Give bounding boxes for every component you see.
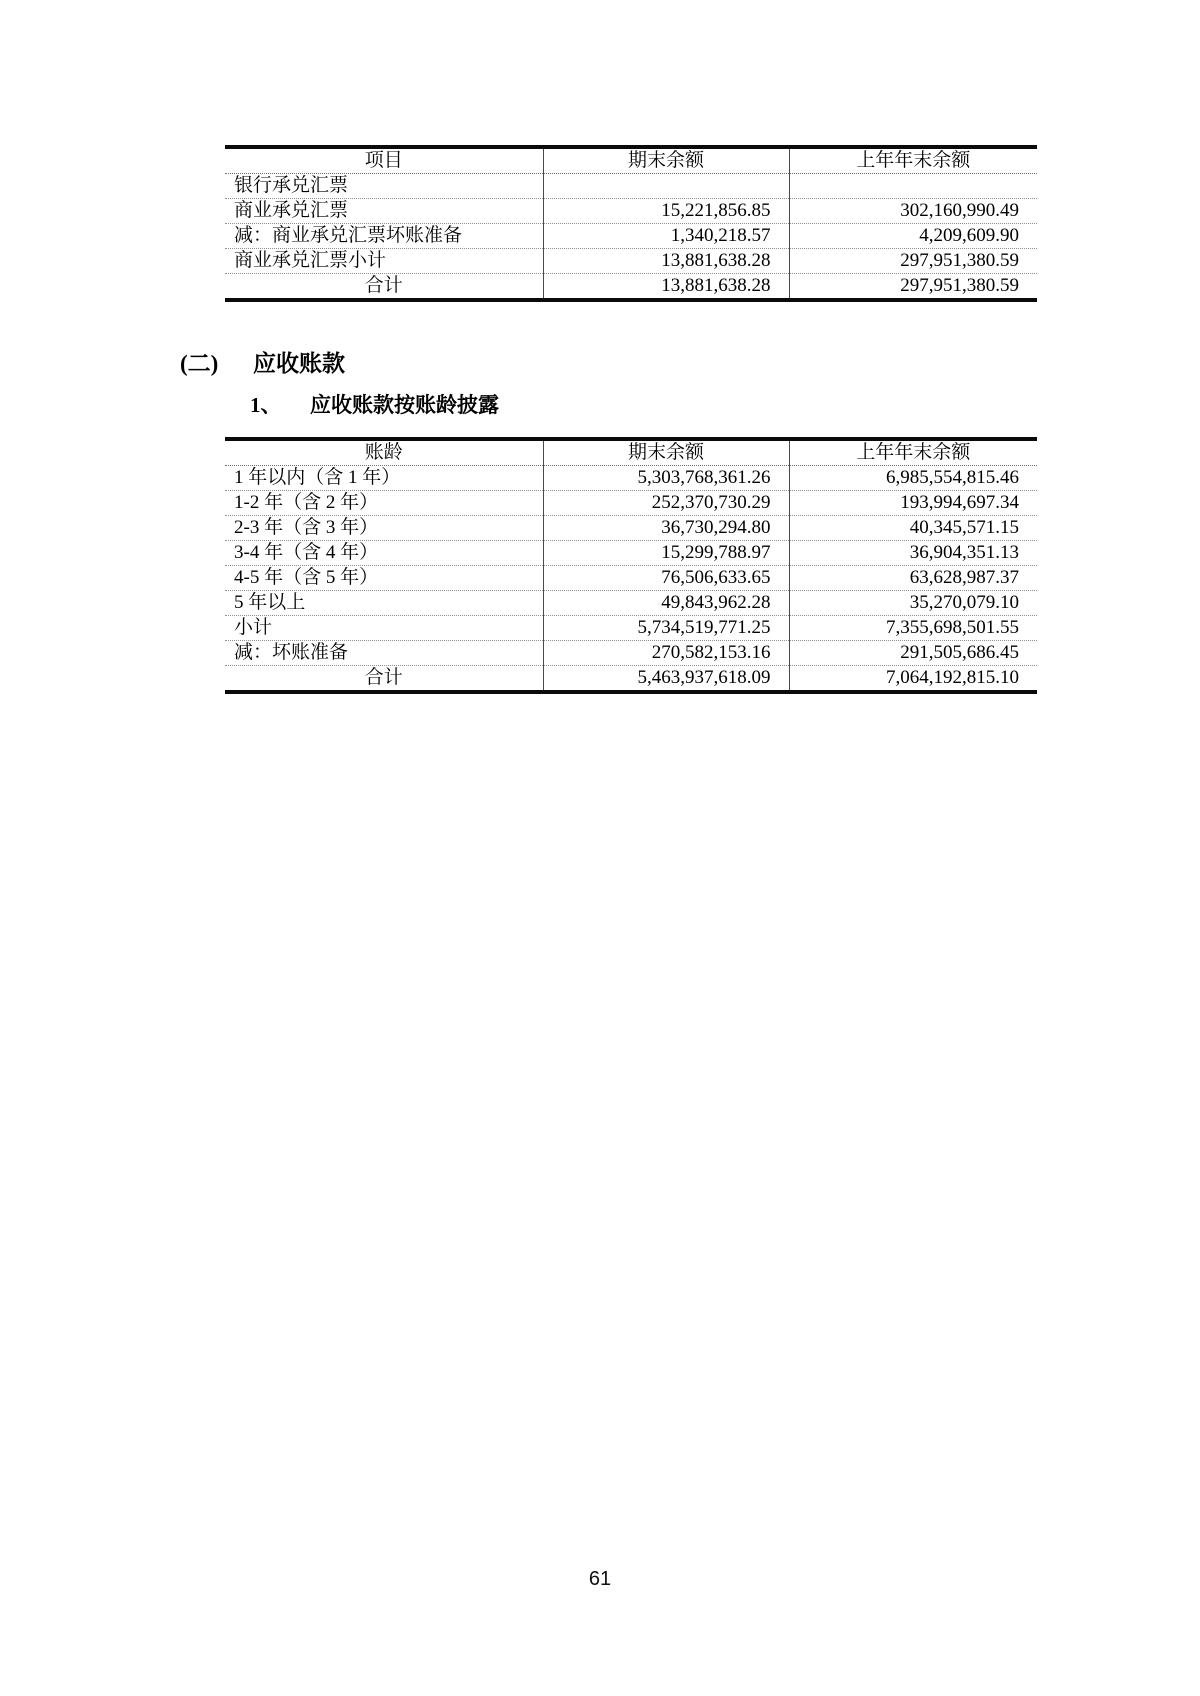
cell-current: 49,843,962.28: [543, 591, 789, 616]
table-total-row: [225, 666, 1037, 693]
cell-current: 5,734,519,771.25: [543, 616, 789, 641]
cell-label: 减：商业承兑汇票坏账准备: [225, 224, 543, 249]
table-row: [225, 199, 1037, 224]
subsection-heading: [250, 392, 499, 418]
cell-label: 减：坏账准备: [225, 641, 543, 666]
table-row: [225, 249, 1037, 274]
cell-prior: 291,505,686.45: [789, 641, 1037, 666]
cell-prior: 297,951,380.59: [789, 249, 1037, 274]
subsection-index: 1、: [250, 393, 282, 417]
col-header-aging: 账龄: [225, 439, 543, 466]
table-row: [225, 516, 1037, 541]
cell-current: 13,881,638.28: [543, 274, 789, 301]
cell-label: 商业承兑汇票: [225, 199, 543, 224]
section-index: (二): [180, 351, 219, 376]
cell-label: 4-5 年（含 5 年）: [225, 566, 543, 591]
cell-current: 15,299,788.97: [543, 541, 789, 566]
cell-prior: 7,355,698,501.55: [789, 616, 1037, 641]
col-header-item: 项目: [225, 147, 543, 174]
section-title: 应收账款: [253, 351, 345, 376]
cell-current: 270,582,153.16: [543, 641, 789, 666]
table-row: [225, 591, 1037, 616]
cell-prior: 35,270,079.10: [789, 591, 1037, 616]
table-header-row: [225, 147, 1037, 174]
cell-prior: 40,345,571.15: [789, 516, 1037, 541]
cell-current: [543, 174, 789, 199]
cell-current: 76,506,633.65: [543, 566, 789, 591]
cell-current: 5,463,937,618.09: [543, 666, 789, 693]
cell-label: 1 年以内（含 1 年）: [225, 466, 543, 491]
table-subtotal-row: [225, 616, 1037, 641]
cell-label: 合计: [364, 667, 403, 688]
table-row: [225, 491, 1037, 516]
cell-prior: 193,994,697.34: [789, 491, 1037, 516]
cell-current: 36,730,294.80: [543, 516, 789, 541]
cell-label: 5 年以上: [225, 591, 543, 616]
table-row: [225, 541, 1037, 566]
page-number: 61: [588, 1568, 612, 1590]
cell-current: 5,303,768,361.26: [543, 466, 789, 491]
col-header-ending-balance: 期末余额: [543, 147, 789, 174]
subsection-title: 应收账款按账龄披露: [310, 393, 499, 417]
col-header-prior-year-balance: 上年年末余额: [789, 147, 1037, 174]
table-header-row: [225, 439, 1037, 466]
cell-label: 商业承兑汇票小计: [225, 249, 543, 274]
cell-prior: 302,160,990.49: [789, 199, 1037, 224]
table-row: [225, 566, 1037, 591]
cell-label: 2-3 年（含 3 年）: [225, 516, 543, 541]
table-row: [225, 174, 1037, 199]
table-total-row: [225, 274, 1037, 301]
cell-current: 15,221,856.85: [543, 199, 789, 224]
cell-label: 银行承兑汇票: [225, 174, 543, 199]
cell-current: 1,340,218.57: [543, 224, 789, 249]
cell-prior: 297,951,380.59: [789, 274, 1037, 301]
cell-prior: 6,985,554,815.46: [789, 466, 1037, 491]
bills-table: [225, 145, 1037, 302]
cell-prior: 36,904,351.13: [789, 541, 1037, 566]
cell-prior: 7,064,192,815.10: [789, 666, 1037, 693]
cell-prior: 63,628,987.37: [789, 566, 1037, 591]
receivables-aging-table: [225, 437, 1037, 694]
table-row: [225, 224, 1037, 249]
col-header-prior-year-balance: 上年年末余额: [789, 439, 1037, 466]
section-heading: [180, 350, 345, 378]
cell-label: 合计: [364, 275, 403, 296]
cell-label: 1-2 年（含 2 年）: [225, 491, 543, 516]
cell-label: 小计: [225, 616, 543, 641]
cell-prior: [789, 174, 1037, 199]
cell-current: 13,881,638.28: [543, 249, 789, 274]
cell-label: 3-4 年（含 4 年）: [225, 541, 543, 566]
table-row: [225, 466, 1037, 491]
table-row: [225, 641, 1037, 666]
cell-current: 252,370,730.29: [543, 491, 789, 516]
col-header-ending-balance: 期末余额: [543, 439, 789, 466]
cell-prior: 4,209,609.90: [789, 224, 1037, 249]
